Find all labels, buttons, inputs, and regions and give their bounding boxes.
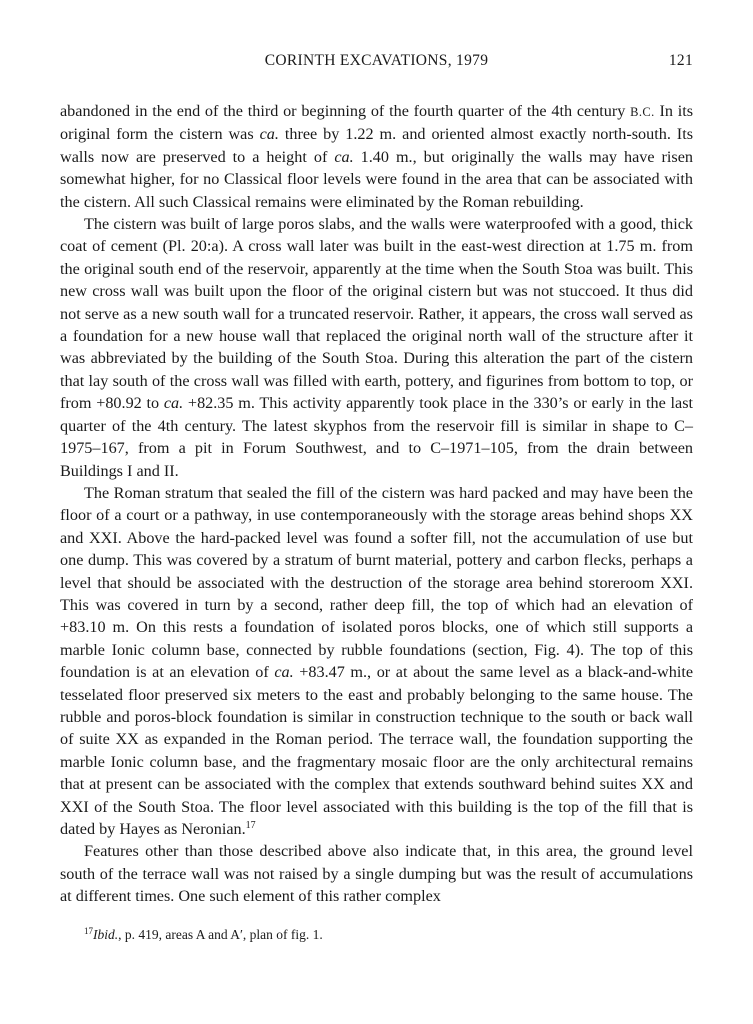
- text-run: three by 1.22 m. and oriented almost exactly north-south. Its walls now are preserved to a height of: [60, 125, 693, 166]
- circa-abbreviation: ca.: [259, 125, 279, 144]
- text-run: 1.40 m., but originally the walls may have risen somewhat higher, for no Classical floor levels were found in the area that can be associated with the cistern. All such Classical remains were eliminated by the Roman rebuilding.: [60, 147, 693, 211]
- footnote-ibid: Ibid.: [93, 926, 119, 942]
- page: [60, 52, 693, 944]
- paragraph-2: [60, 213, 693, 482]
- text-run: The cistern was built of large poros slabs, and the walls were waterproofed with a good, thick coat of cement (Pl. 20:a). A cross wall later was built in the east-west direction at 1.75 m. from the original south end of the reservoir, apparently at the time when the South Stoa was built. This new cross wall was built upon the floor of the original cistern but was not stuccoed. It thus did not serve as a new south wall for a truncated reservoir. Rather, it appears, the cross wall served as a foundation for a new house wall that replaced the original north wall of the structure after it was abbreviated by the building of the South Stoa. During this alteration the part of the cistern that lay south of the cross wall was filled with earth, pottery, and figurines from bottom to top, or from +80.92 to: [60, 215, 693, 413]
- footnote: [60, 926, 693, 944]
- text-run: +82.35 m. This activity apparently took place in the 330’s or early in the last quarter of the 4th century. The latest skyphos from the reservoir fill is similar in shape to C–1975–167, from a pit in Forum Southwest, and to C–1971–105, from the drain between Buildings I and II.: [60, 394, 693, 480]
- footnote-number: 17: [84, 925, 93, 936]
- circa-abbreviation: ca.: [163, 394, 184, 413]
- paragraph-3: [60, 482, 693, 841]
- era-abbreviation: B.C.: [630, 105, 655, 119]
- page-number: 121: [668, 52, 693, 69]
- paragraph-1: [60, 100, 693, 213]
- footnote-text: , p. 419, areas A and A′, plan of fig. 1.: [118, 926, 323, 942]
- text-run: abandoned in the end of the third or beginning of the fourth quarter of the 4th century: [60, 102, 631, 120]
- running-head: [60, 52, 693, 74]
- circa-abbreviation: ca.: [334, 147, 354, 166]
- footnote-reference[interactable]: 17: [245, 820, 256, 831]
- paragraph-4: Features other than those described above also indicate that, in this area, the ground level south of the terrace wall was not raised by a single dumping but was the result of accumulations at different times. One such element of this rather complex: [60, 842, 693, 906]
- running-title: CORINTH EXCAVATIONS, 1979: [264, 52, 489, 69]
- text-run: In its original form the cistern was: [60, 102, 694, 144]
- text-run: +83.47 m., or at about the same level as a black-and-white tesselated floor preserved six meters to the east and probably belonging to the same house. The rubble and poros-block foundation is similar in construction technique to the south or back wall of suite XX as expanded in the Roman period. The terrace wall, the foundation supporting the marble Ionic column base, and the fragmentary mosaic floor are the only architectural remains that at present can be associated with the complex that extends southward behind suites XX and XXI of the South Stoa. The floor level associated with this building is the top of the fill that is dated by Hayes as Neronian.: [60, 663, 693, 838]
- text-run: The Roman stratum that sealed the fill of the cistern was hard packed and may have been the floor of a court or a pathway, in use contemporaneously with the storage areas behind shops XX and XXI. Above the hard-packed level was found a softer fill, not the accumulation of use but one dump. This was covered by a stratum of burnt material, pottery and carbon flecks, perhaps a level that should be associated with the destruction of the storage area behind storeroom XXI. This was covered in turn by a second, rather deep fill, the top of which had an elevation of +83.10 m. On this rests a foundation of isolated poros blocks, one of which still supports a marble Ionic column base, connected by rubble foundations (section, Fig. 4). The top of this foundation is at an elevation of: [60, 483, 693, 682]
- body-text: [60, 100, 693, 908]
- circa-abbreviation: ca.: [274, 663, 294, 682]
